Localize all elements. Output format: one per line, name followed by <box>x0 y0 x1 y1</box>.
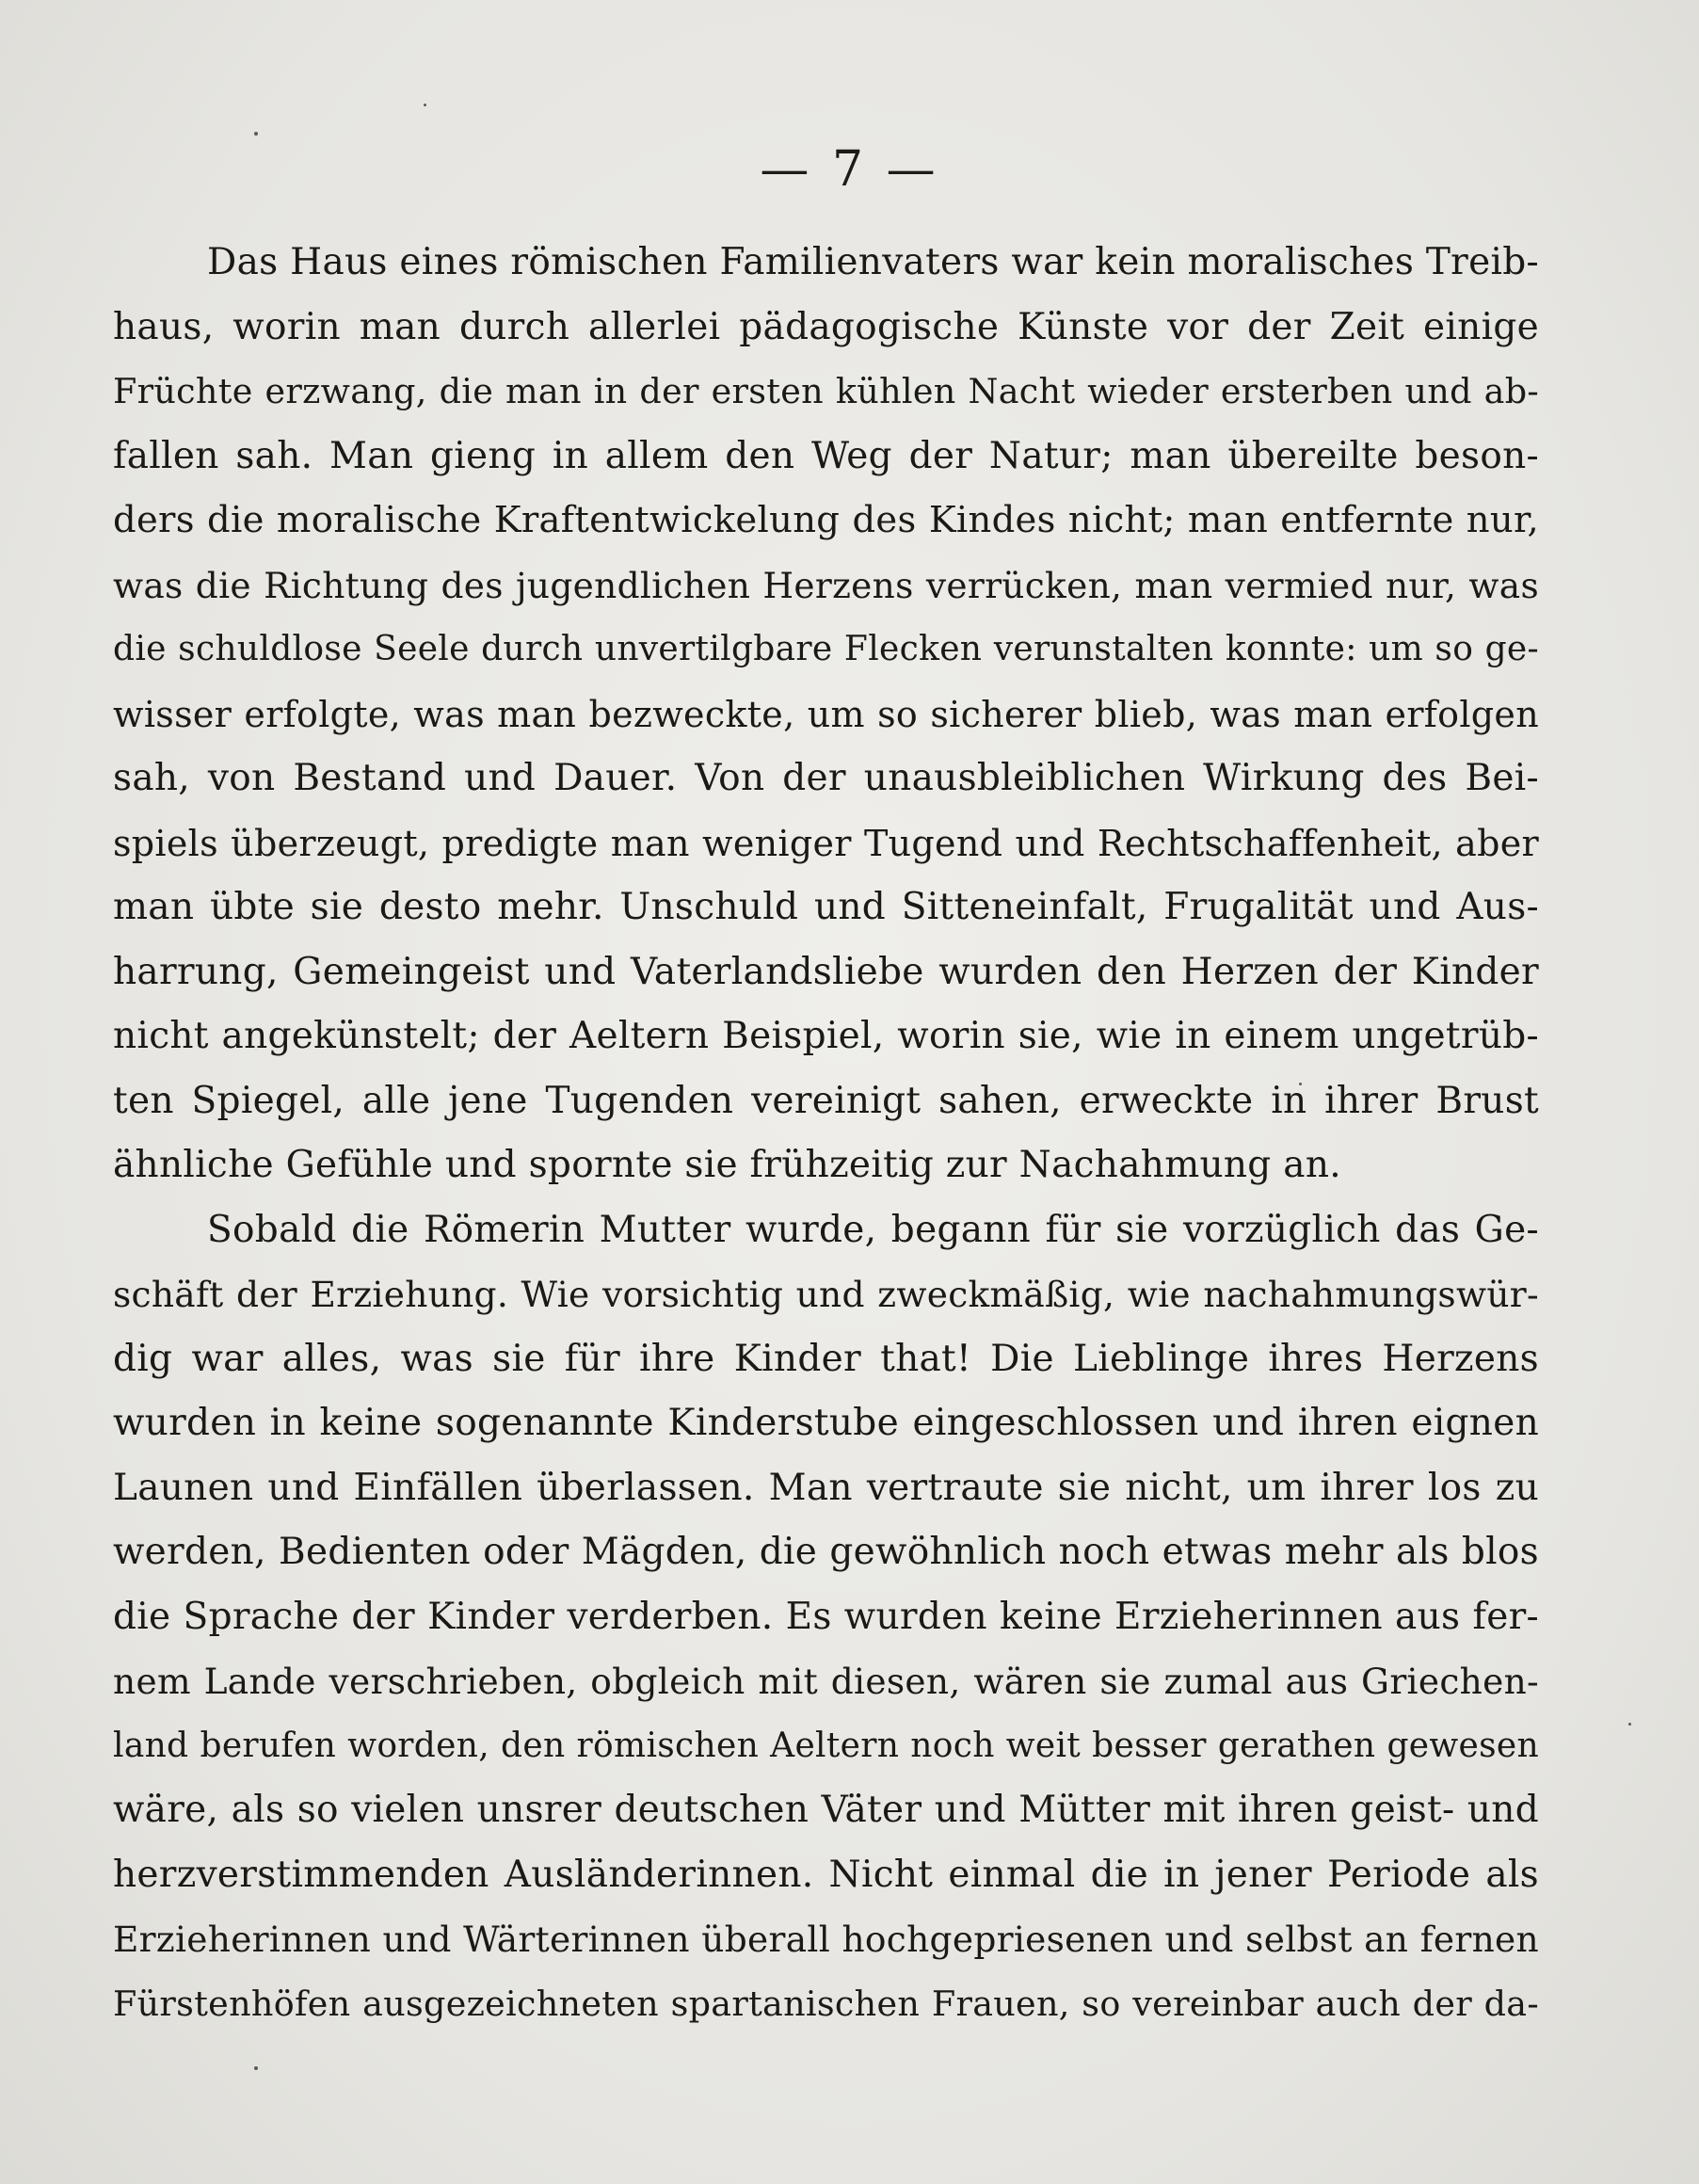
text-line: was die Richtung des jugendlichen Herzens verrücken, man vermied nur, was <box>113 564 1539 606</box>
text-line: werden, Bedienten oder Mägden, die gewöhnlich noch etwas mehr als blos <box>113 1531 1539 1573</box>
text-line: ders die moralische Kraftentwickelung des Kindes nicht; man entfernte nur, <box>113 499 1539 541</box>
text-line: ten Spiegel, alle jene Tugenden vereinigt sahen, erweckte in ihrer Brust <box>113 1079 1539 1122</box>
text-line: Das Haus eines römischen Familienvaters war kein moralisches Treib- <box>207 241 1539 283</box>
text-line: nicht angekünstelt; der Aeltern Beispiel, worin sie, wie in einem ungetrüb- <box>113 1015 1539 1057</box>
body-text <box>113 231 1539 2036</box>
text-line: fallen sah. Man gieng in allem den Weg der Natur; man übereilte beson- <box>113 434 1539 477</box>
ink-speck <box>254 2066 258 2070</box>
text-line: Erzieherinnen und Wärterinnen überall hochgepriesenen und selbst an fernen <box>113 1919 1539 1960</box>
text-line: dig war alles, was sie für ihre Kinder that! Die Lieblinge ihres Herzens <box>113 1337 1539 1380</box>
text-line: Launen und Einfällen überlassen. Man vertraute sie nicht, um ihrer los zu <box>113 1466 1539 1509</box>
text-line: land berufen worden, den römischen Aeltern noch weit besser gerathen gewesen <box>113 1726 1539 1765</box>
text-line: nem Lande verschrieben, obgleich mit diesen, wären sie zumal aus Griechen- <box>113 1661 1539 1702</box>
paragraph <box>113 231 1539 1198</box>
text-line: Fürstenhöfen ausgezeichneten spartanischen Frauen, so vereinbar auch der da- <box>113 1983 1539 2024</box>
text-line: herzverstimmenden Ausländerinnen. Nicht einmal die in jener Periode als <box>113 1853 1539 1896</box>
text-line: schäft der Erziehung. Wie vorsichtig und zweckmäßig, wie nachahmungswür- <box>113 1274 1539 1315</box>
text-line: Sobald die Römerin Mutter wurde, begann für sie vorzüglich das Ge- <box>207 1208 1539 1251</box>
text-line: wurden in keine sogenannte Kinderstube eingeschlossen und ihren eignen <box>113 1402 1539 1444</box>
text-line: man übte sie desto mehr. Unschuld und Sitteneinfalt, Frugalität und Aus- <box>113 886 1539 928</box>
ink-speck <box>1628 1723 1631 1726</box>
text-line: wisser erfolgte, was man bezweckte, um so sicherer blieb, was man erfolgen <box>113 693 1539 735</box>
text-line: wäre, als so vielen unsrer deutschen Väter und Mütter mit ihren geist- und <box>113 1789 1539 1831</box>
text-line: die Sprache der Kinder verderben. Es wurden keine Erzieherinnen aus fer- <box>113 1595 1539 1638</box>
ink-speck <box>424 104 426 106</box>
text-line: harrung, Gemeingeist und Vaterlandsliebe wurden den Herzen der Kinder <box>113 950 1539 993</box>
ink-speck <box>254 132 258 136</box>
text-line: Früchte erzwang, die man in der ersten kühlen Nacht wieder ersterben und ab- <box>113 371 1539 411</box>
text-line: die schuldlose Seele durch unvertilgbare Flecken verunstalten konnte: um so ge- <box>113 630 1539 668</box>
paragraph <box>113 1198 1539 2037</box>
text-line: ähnliche Gefühle und spornte sie frühzeitig zur Nachahmung an. <box>113 1144 1341 1186</box>
text-line: sah, von Bestand und Dauer. Von der unausbleiblichen Wirkung des Bei- <box>113 757 1539 799</box>
text-line: haus, worin man durch allerlei pädagogische Künste vor der Zeit einige <box>113 305 1539 348</box>
page-number: — 7 — <box>760 141 939 198</box>
text-line: spiels überzeugt, predigte man weniger Tugend und Rechtschaffenheit, aber <box>113 822 1539 864</box>
